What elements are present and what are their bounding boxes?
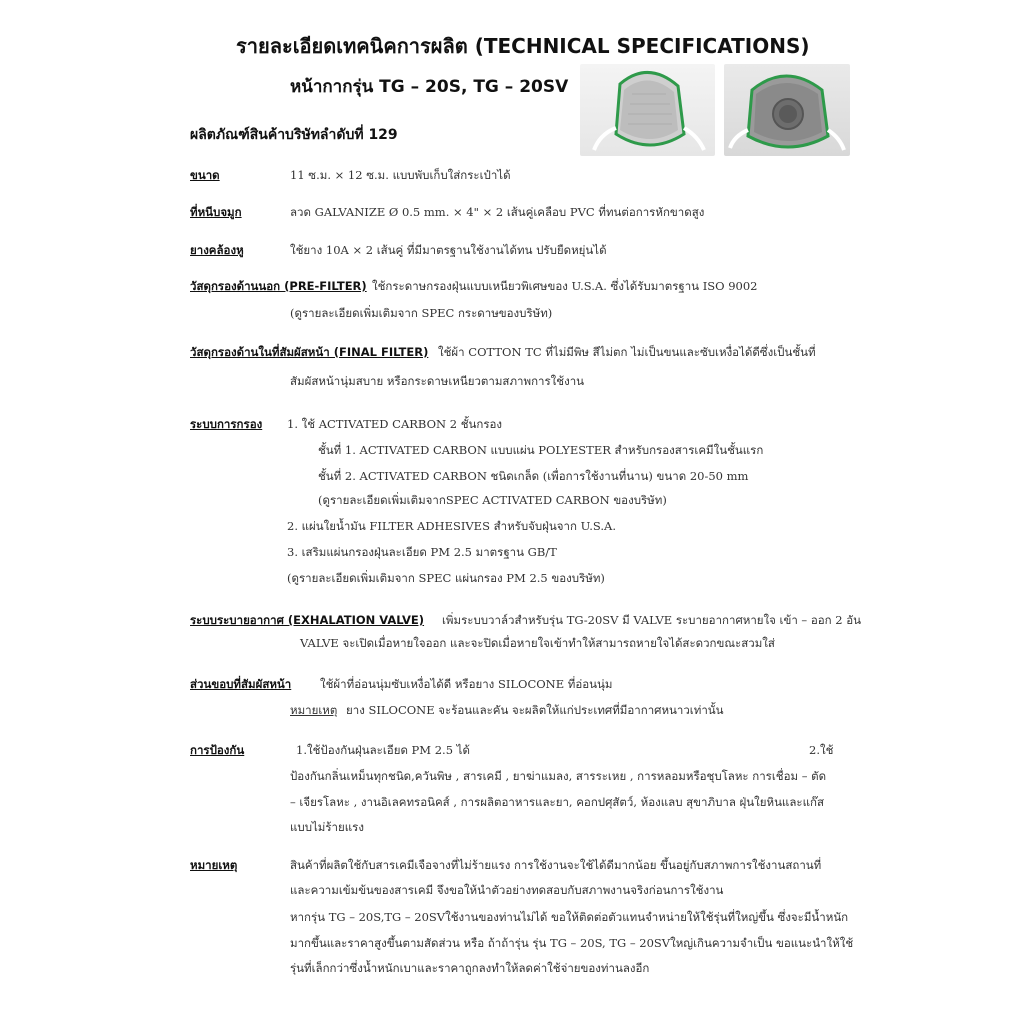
protection-line-3: แบบไม่ร้ายแรง: [290, 820, 364, 834]
filtration-line-5: 2. แผ่นใยน้ำมัน FILTER ADHESIVES สำหรับจับฝุ่นจาก U.S.A.: [287, 519, 616, 533]
size-value: 11 ซ.ม. × 12 ซ.ม. แบบพับเก็บใส่กระเป๋าได้: [290, 168, 511, 182]
filtration-line-7: (ดูรายละเอียดเพิ่มเติมจาก SPEC แผ่นกรอง PM 2.5 ของบริษัท): [287, 571, 605, 585]
edge-note: ยาง SILOCONE จะร้อนและคัน จะผลิตให้แก่ประเทศที่มีอากาศหนาวเท่านั้น: [346, 703, 724, 717]
remarks-line-2: และความเข้มข้นของสารเคมี จึงขอให้นำตัวอย่างทดสอบกับสภาพงานจริงก่อนการใช้งาน: [290, 883, 724, 897]
filtration-line-6: 3. เสริมแผ่นกรองฝุ่นละเอียด PM 2.5 มาตรฐาน GB/T: [287, 545, 557, 559]
company-product-number: ผลิตภัณฑ์สินค้าบริษัทลำดับที่ 129: [190, 127, 398, 143]
remarks-line-1: สินค้าที่ผลิตใช้กับสารเคมีเจือจางที่ไม่ร้ายแรง การใช้งานจะใช้ได้ดีมากน้อย ขึ้นอยู่กับสภาพการใช้งานสถานที่: [290, 858, 822, 872]
valve-value-2: VALVE จะเปิดเมื่อหายใจออก และจะปิดเมื่อหายใจเข้าทำให้สามารถหายใจได้สะดวกขณะสวมใส่: [300, 636, 775, 650]
final-filter-value-2: สัมผัสหน้านุ่มสบาย หรือกระดาษเหนียวตามสภาพการใช้งาน: [290, 374, 585, 388]
valve-value: เพิ่มระบบวาล์วสำหรับรุ่น TG-20SV มี VALVE ระบายอากาศหายใจ เข้า – ออก 2 อัน: [442, 613, 862, 627]
ear-loop-value: ใช้ยาง 10A × 2 เส้นคู่ ที่มีมาตรฐานใช้งานได้ทน ปรับยืดหยุ่นได้: [290, 243, 607, 257]
protection-line-2: – เจียรโลหะ , งานอิเลคทรอนิคส์ , การผลิตอาหารและยา, คอกปศุสัตว์, ห้องแลบ สุขาภิบาล ฝุ่นใยหินและแก๊ส: [290, 795, 824, 809]
nose-clip-label: ที่หนีบจมูก: [190, 205, 242, 219]
valve-label: ระบบระบายอากาศ (EXHALATION VALVE): [190, 613, 425, 627]
edge-note-label: หมายเหตุ: [290, 703, 338, 717]
size-label: ขนาด: [190, 168, 220, 182]
protection-line-1: ป้องกันกลิ่นเหม็นทุกชนิด,ควันพิษ , สารเคมี , ยาฆ่าแมลง, สารระเหย , การหลอมหรือชุบโลหะ การเชื่อม – ตัด: [290, 769, 827, 783]
remarks-line-3: หากรุ่น TG – 20S,TG – 20SVใช้งานของท่านไม่ได้ ขอให้ติดต่อตัวแทนจำหน่ายให้ใช้รุ่นที่ใหญ่ขึ้น ซึ่งจะมีน้ำหนัก: [290, 910, 849, 924]
remarks-line-4: มากขึ้นและราคาสูงขึ้นตามสัดส่วน หรือ ถ้าถ้ารุ่น รุ่น TG – 20S, TG – 20SVใหญ่เกินความจำเป็น ขอแนะนำให้ใช้: [290, 936, 854, 950]
mask-tg20sv-illustration: [724, 64, 850, 156]
mask-tg20s-illustration: [580, 64, 715, 156]
filtration-line-1: 1. ใช้ ACTIVATED CARBON 2 ชั้นกรอง: [287, 417, 503, 431]
remarks-line-5: รุ่นที่เล็กกว่าซึ่งน้ำหนักเบาและราคาถูกลงทำให้ลดค่าใช้จ่ายของท่านลงอีก: [290, 961, 650, 975]
pre-filter-value: ใช้กระดาษกรองฝุ่นแบบเหนียวพิเศษของ U.S.A. ซึ่งได้รับมาตรฐาน ISO 9002: [372, 279, 758, 293]
model-title: หน้ากากรุ่น TG – 20S, TG – 20SV: [290, 77, 569, 97]
mask-tg20sv-photo: [724, 64, 850, 156]
filtration-line-2: ชั้นที่ 1. ACTIVATED CARBON แบบแผ่น POLYESTER สำหรับกรองสารเคมีในชั้นแรก: [318, 443, 764, 457]
remarks-label: หมายเหตุ: [190, 858, 238, 872]
protection-label: การป้องกัน: [190, 743, 245, 757]
filtration-line-4: (ดูรายละเอียดเพิ่มเติมจากSPEC ACTIVATED CARBON ของบริษัท): [318, 493, 667, 507]
page-title: รายละเอียดเทคนิคการผลิต (TECHNICAL SPECIFICATIONS): [236, 34, 810, 58]
edge-value: ใช้ผ้าที่อ่อนนุ่มซับเหงื่อได้ดี หรือยาง SILOCONE ที่อ่อนนุ่ม: [320, 677, 613, 691]
edge-label: ส่วนขอบที่สัมผัสหน้า: [190, 677, 292, 691]
pre-filter-note: (ดูรายละเอียดเพิ่มเติมจาก SPEC กระดาษของบริษัท): [290, 306, 553, 320]
pre-filter-label: วัสดุกรองด้านนอก (PRE-FILTER): [190, 279, 367, 293]
nose-clip-value: ลวด GALVANIZE Ø 0.5 mm. × 4" × 2 เส้นคู่เคลือบ PVC ที่ทนต่อการหักขาดสูง: [290, 205, 705, 219]
ear-loop-label: ยางคล้องหู: [190, 243, 244, 257]
final-filter-label: วัสดุกรองด้านในที่สัมผัสหน้า (FINAL FILTER): [190, 345, 429, 359]
final-filter-value: ใช้ผ้า COTTON TC ที่ไม่มีพิษ สีไม่ตก ไม่เป็นขนและซับเหงื่อได้ดีซึ่งเป็นชั้นที่: [438, 345, 816, 359]
protection-item-2-number: 2.ใช้: [809, 743, 834, 757]
filtration-line-3: ชั้นที่ 2. ACTIVATED CARBON ชนิดเกล็ด (เพื่อการใช้งานที่นาน) ขนาด 20-50 mm: [318, 469, 749, 483]
protection-item-1: 1.ใช้ป้องกันฝุ่นละเอียด PM 2.5 ได้: [296, 743, 470, 757]
filtration-label: ระบบการกรอง: [190, 417, 263, 431]
mask-tg20s-photo: [580, 64, 715, 156]
